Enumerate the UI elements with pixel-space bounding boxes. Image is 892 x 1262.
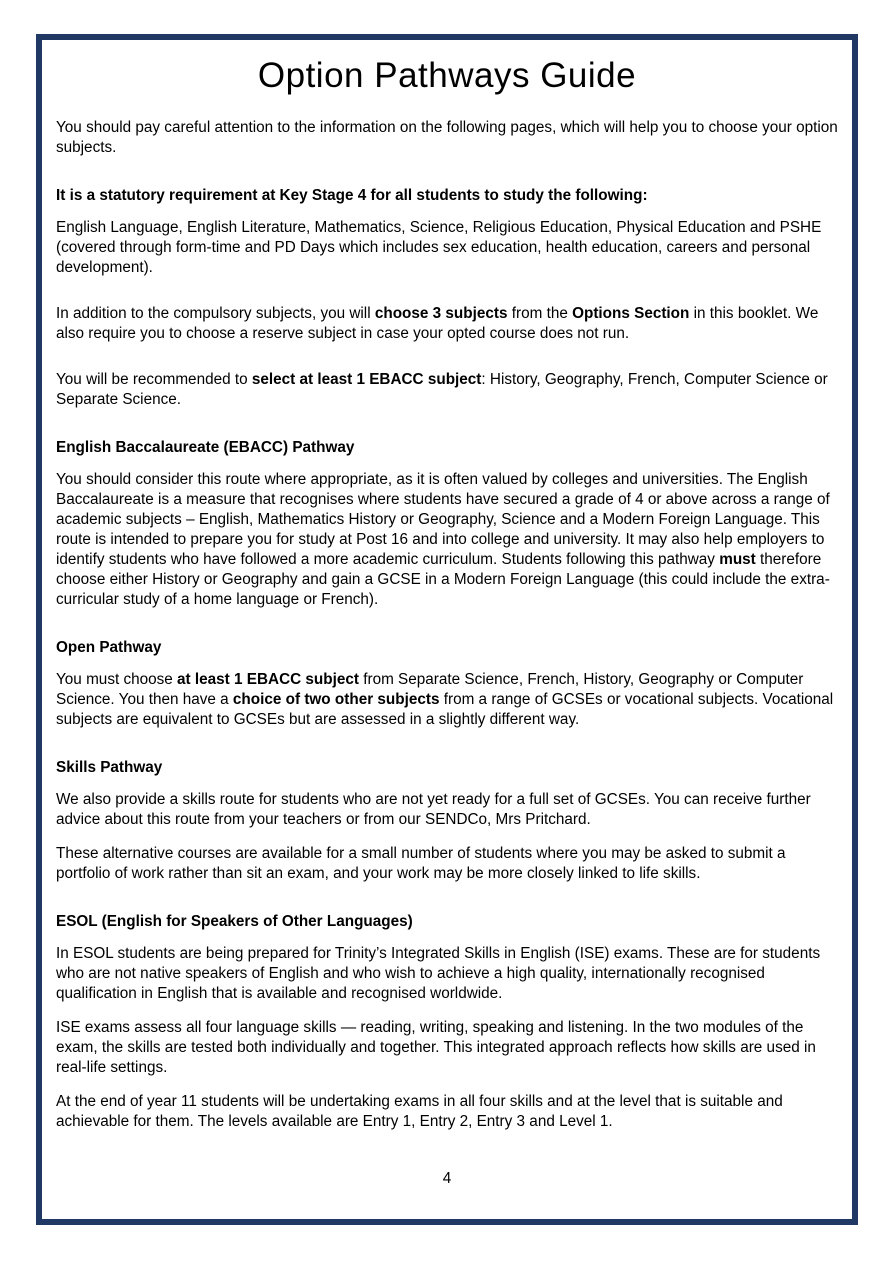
text-segment: from Separate Science, French, History, Geography or Computer Science. You then have a [56, 671, 804, 708]
paragraph-esol-2: ISE exams assess all four language skills — reading, writing, speaking and listening. In the two modules of the exam, the skills are tested both individually and together. This integrated approach reflects how skills are used in real-life settings. [56, 1019, 816, 1076]
page-title: Option Pathways Guide [257, 56, 637, 95]
text-segment-bold: must [719, 551, 756, 568]
page-border-frame [36, 34, 858, 1225]
paragraph-ebacc-recommendation [56, 370, 838, 410]
paragraph-esol-1: In ESOL students are being prepared for Trinity’s Integrated Skills in English (ISE) exams. These are for students who are not native speakers of English and who wish to achieve a high quality, internationally recognised qualification in English that is available and recognised worldwide. [56, 945, 821, 1002]
text-segment: In addition to the compulsory subjects, you will [56, 305, 375, 322]
paragraph-esol-3: At the end of year 11 students will be undertaking exams in all four skills and at the level that is suitable and achievable for them. The levels available are Entry 1, Entry 2, Entry 3 and Level 1. [56, 1093, 783, 1130]
heading-ebacc-pathway: English Baccalaureate (EBACC) Pathway [56, 439, 355, 456]
paragraph-open-pathway [56, 670, 838, 730]
paragraph-intro: You should pay careful attention to the information on the following pages, which will help you to choose your option subjects. [56, 119, 838, 156]
text-segment-bold: at least 1 EBACC subject [177, 671, 359, 688]
heading-esol: ESOL (English for Speakers of Other Languages) [56, 913, 413, 930]
heading-open-pathway: Open Pathway [56, 639, 162, 656]
text-segment: therefore choose either History or Geography and gain a GCSE in a Modern Foreign Language (this could include the extra-curricular study of a home language or French). [56, 551, 830, 608]
text-segment: in this booklet. We also require you to choose a reserve subject in case your opted course does not run. [56, 305, 819, 342]
paragraph-skills-2: These alternative courses are available for a small number of students where you may be asked to submit a portfolio of work rather than sit an exam, and your work may be more closely linked to life skills. [56, 845, 786, 882]
paragraph-compulsory-subjects: English Language, English Literature, Mathematics, Science, Religious Education, Physical Education and PSHE (covered through form-time and PD Days which includes sex education, health education, careers and personal development). [56, 219, 822, 276]
text-segment-bold: select at least 1 EBACC subject [251, 371, 482, 388]
text-segment: You will be recommended to [56, 371, 252, 388]
text-segment: : History, Geography, French, Computer Science or Separate Science. [56, 371, 828, 408]
text-segment: You must choose [56, 671, 178, 688]
text-segment: from the [507, 305, 573, 322]
text-segment: from a range of GCSEs or vocational subjects. Vocational subjects are equivalent to GCSEs but are assessed in a slightly different way. [56, 691, 834, 728]
paragraph-ebacc-pathway [56, 470, 838, 610]
text-segment-bold: choose 3 subjects [374, 305, 508, 322]
text-segment-bold: choice of two other subjects [232, 691, 440, 708]
paragraph-options-choice [56, 304, 838, 344]
heading-skills-pathway: Skills Pathway [56, 759, 163, 776]
paragraph-skills-1: We also provide a skills route for students who are not yet ready for a full set of GCSEs. You can receive further advice about this route from your teachers or from our SENDCo, Mrs Pritchard. [56, 791, 811, 828]
page-number: 4 [442, 1170, 452, 1187]
statutory-requirement-heading: It is a statutory requirement at Key Stage 4 for all students to study the following: [56, 187, 648, 204]
text-segment: You should consider this route where appropriate, as it is often valued by colleges and universities. The English Baccalaureate is a measure that recognises where students have secured a grade of 4 or above across a range of academic subjects – English, Mathematics History or Geography, Science and a Modern Foreign Language. This route is intended to prepare you for study at Post 16 and into college and university. It may also help employers to identify students who have followed a more academic curriculum. Students following this pathway [56, 471, 830, 568]
document-content [42, 40, 852, 1219]
text-segment-bold: Options Section [572, 305, 690, 322]
